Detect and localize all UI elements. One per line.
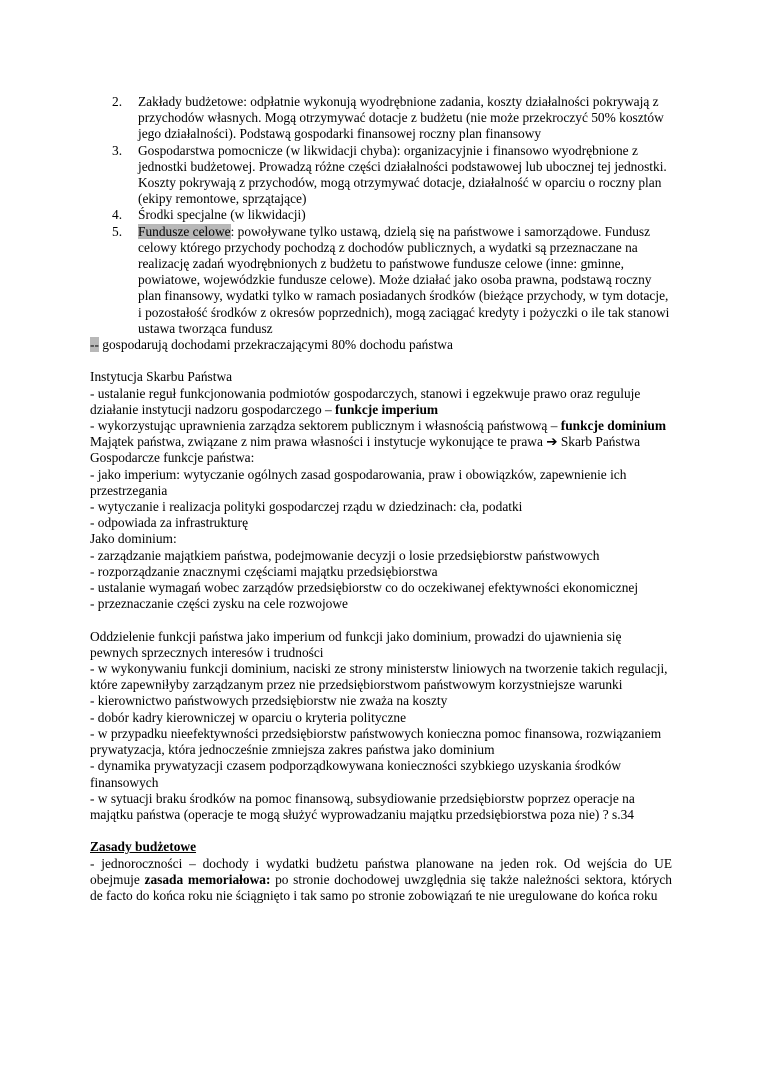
spacer — [90, 823, 672, 839]
paragraph-line: - ustalanie reguł funkcjonowania podmiotów gospodarczych, stanowi i egzekwuje prawo oraz reguluje działanie instytucji nadzoru gospodarczego – funkcje imperium — [90, 385, 641, 417]
list-item — [90, 207, 672, 223]
highlighted-term: Fundusze celowe — [138, 223, 231, 239]
section-zasady-budzetowe — [90, 839, 672, 904]
list-item — [90, 143, 672, 208]
list-number: 2. — [112, 94, 123, 109]
section-skarb-panstwa — [90, 369, 672, 612]
numbered-list — [90, 94, 672, 337]
paragraph-line: - w przypadku nieefektywności przedsiębiorstw państwowych konieczna pomoc finansowa, rozwiązaniem prywatyzacja, która jednocześnie zmniejsza zakres państwa jako dominium — [90, 725, 662, 758]
list-item — [90, 224, 672, 337]
paragraph-line: - ustalanie wymagań wobec zarządów przedsiębiorstw co do oczekiwanej efektywności ekonomicznej — [90, 580, 639, 596]
list-item — [90, 94, 672, 143]
list-text: Środki specjalne (w likwidacji) — [138, 207, 306, 223]
spacer — [90, 353, 672, 369]
list-text: : powoływane tylko ustawą, dzielą się na państwowe i samorządowe. Fundusz celowy którego przychody pochodzą z dochodów publicznych, a wydatki są przeznaczane na realizację zadań wyodrębnionych z budżetu to państwowe fundusze celowe (inne: gminne, powiatowe, wojewódzkie fundusze celowe). Może działać jako osoba prawna, podstawą roczny plan finansowy, wydatki tylko w ramach posiadanych środków (bieżące przychody, w tym dotacje, i pozostałość środków z okresów poprzednich), mogą zaciągać kredyty i pożyczki o ile tak stanowi ustawa tworząca fundusz — [138, 223, 670, 336]
list-number: 4. — [112, 207, 123, 223]
list-number: 5. — [112, 223, 123, 239]
paragraph-line: - kierownictwo państwowych przedsiębiorstw nie zważa na koszty — [90, 693, 448, 709]
paragraph-line: - odpowiada za infrastrukturę — [90, 515, 249, 531]
document-page — [90, 94, 672, 904]
paragraph-line: - dynamika prywatyzacji czasem podporządkowywana konieczności szybkiego uzyskania środków finansowych — [90, 758, 621, 790]
paragraph-line: - w sytuacji braku środków na pomoc finansową, subsydiowanie przedsiębiorstw poprzez operacje na majątku państwa (operacje te mogą służyć wyprowadzaniu majątku przedsiębiorstwa poza nie) ? s.34 — [90, 790, 635, 822]
highlighted-dash: -- — [90, 337, 99, 353]
list-text: Zakłady budżetowe: odpłatnie wykonują wyodrębnione zadania, koszty działalności pokrywają z przychodów własnych. Mogą otrzymywać dotacje z budżetu (nie może przekroczyć 50% kosztów jego działalności). Podstawą gospodarki finansowej roczny plan finansowy — [138, 94, 664, 142]
paragraph-line: - wykorzystując uprawnienia zarządza sektorem publicznym i własnością państwową – funkcje dominium — [90, 418, 667, 434]
bold-term: funkcje dominium — [560, 418, 667, 434]
section-imperium-dominium — [90, 629, 672, 823]
paragraph-line: - rozporządzanie znacznymi częściami majątku przedsiębiorstwa — [90, 563, 438, 579]
list-footnote-line: -- gospodarują dochodami przekraczającymi 80% dochodu państwa — [90, 337, 453, 353]
list-number: 3. — [112, 142, 123, 158]
bold-term: funkcje imperium — [335, 401, 439, 417]
paragraph-line: - jednoroczności – dochody i wydatki budżetu państwa planowane na jeden rok. Od wejścia do UE obejmuje zasada memoriałowa: po stronie dochodowej uwzględnia się także należności sektora, których de facto do końca roku nie ściągnięto i tak samo po stronie zobowiązań te nie uregulowane do końca roku — [90, 855, 672, 903]
paragraph-line: - zarządzanie majątkiem państwa, podejmowanie decyzji o losie przedsiębiorstw państwowych — [90, 547, 600, 563]
spacer — [90, 612, 672, 628]
paragraph-line: - dobór kadry kierowniczej w oparciu o kryteria polityczne — [90, 709, 407, 725]
list-text: Gospodarstwa pomocnicze (w likwidacji chyba): organizacyjnie i finansowo wyodrębnione z jednostki budżetowej. Prowadzą różne części działalności podstawowej lub ubocznej tej jednostki. Koszty pokrywają z przychodów, mogą otrzymywać dotacje, działalność w oparciu o roczny plan (ekipy remontowe, sprzątające) — [138, 142, 667, 207]
paragraph-line: Majątek państwa, związane z nim prawa własności i instytucje wykonujące te prawa ➔ Skarb Państwa — [90, 434, 641, 450]
bold-term: zasada memoriałowa: — [144, 871, 271, 887]
paragraph-line: Gospodarcze funkcje państwa: — [90, 450, 255, 466]
paragraph-line: - w wykonywaniu funkcji dominium, naciski ze strony ministerstw liniowych na tworzenie takich regulacji, które zapewniłyby zarządzanym przez nie przedsiębiorstwom państwowym korzystniejsze warunki — [90, 661, 668, 693]
arrow-icon: ➔ — [546, 434, 558, 450]
paragraph-line: - wytyczanie i realizacja polityki gospodarczej rządu w dziedzinach: cła, podatki — [90, 499, 523, 515]
paragraph-line: Oddzielenie funkcji państwa jako imperium od funkcji jako dominium, prowadzi do ujawnienia się pewnych sprzecznych interesów i trudności — [90, 628, 622, 660]
section-title: Instytucja Skarbu Państwa — [90, 369, 233, 385]
section-heading: Zasady budżetowe — [90, 839, 197, 855]
paragraph-line: - jako imperium: wytyczanie ogólnych zasad gospodarowania, praw i obowiązków, zapewnienie ich przestrzegania — [90, 466, 627, 498]
paragraph-line: Jako dominium: — [90, 531, 177, 547]
paragraph-line: - przeznaczanie części zysku na cele rozwojowe — [90, 596, 348, 612]
